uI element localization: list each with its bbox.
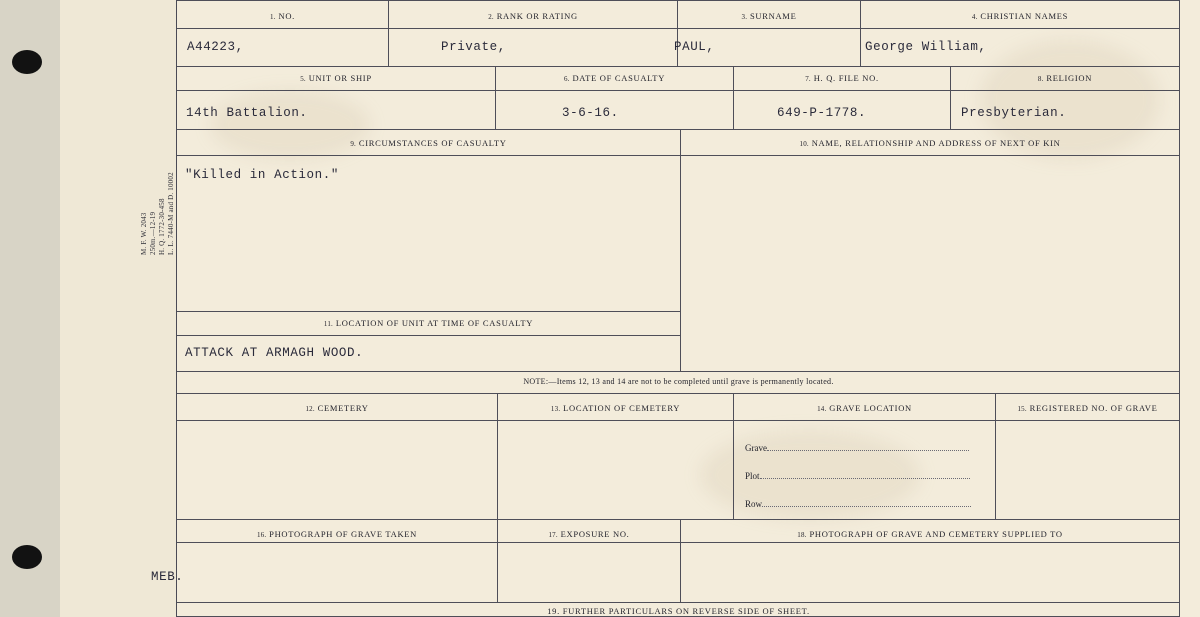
form-rule: [388, 0, 389, 66]
header-label: GRAVE LOCATION: [829, 403, 912, 413]
header-date-of-casualty: [496, 73, 733, 83]
form-rule: [177, 602, 1180, 603]
header-number: 13.: [550, 405, 561, 413]
form-rule: [177, 371, 1180, 372]
punch-hole-top: [12, 50, 42, 74]
form-rule: [177, 0, 1180, 1]
header-number: 2.: [488, 13, 494, 21]
form-rule: [177, 519, 1180, 520]
header-label: PHOTOGRAPH OF GRAVE TAKEN: [269, 529, 418, 539]
value-hq-file-no[interactable]: 649-P-1778.: [777, 106, 867, 120]
header-religion: [951, 73, 1179, 83]
form-rule: [177, 66, 1180, 67]
binder-margin: [0, 0, 61, 617]
header-number: 8.: [1037, 75, 1044, 83]
header-number: 10.: [799, 140, 809, 148]
header-christian-names: [861, 11, 1179, 21]
grave-completion-note: NOTE:—Items 12, 13 and 14 are not to be completed until grave is permanently located.: [523, 377, 834, 386]
form-rule: [177, 155, 1180, 156]
header-label: LOCATION OF UNIT AT TIME OF CASUALTY: [335, 318, 534, 328]
header-label: EXPOSURE NO.: [560, 529, 630, 539]
punch-hole-bottom: [12, 545, 42, 569]
header-number: 6.: [563, 75, 570, 83]
header-label: DATE OF CASUALTY: [572, 73, 666, 83]
footer-note: 19. FURTHER PARTICULARS ON REVERSE SIDE OF SHEET.: [547, 606, 810, 616]
header-number: 7.: [805, 75, 811, 83]
form-rule: [1179, 0, 1180, 617]
header-no: [177, 11, 388, 21]
value-no[interactable]: A44223,: [187, 40, 244, 54]
header-photograph-of-grave-taken: [177, 529, 497, 539]
header-grave-location: [734, 403, 995, 413]
grave-field-label: Row: [745, 499, 763, 509]
header-number: 9.: [350, 140, 356, 148]
form-rule: [177, 28, 1180, 29]
value-date-of-casualty[interactable]: 3-6-16.: [562, 106, 619, 120]
header-label: NO.: [278, 11, 295, 21]
grave-field-grave[interactable]: [745, 441, 969, 453]
printer-code-line: H. Q. 1772-30-458: [158, 198, 166, 255]
value-rank[interactable]: Private,: [441, 40, 506, 54]
header-hq-file-no: [734, 73, 950, 83]
grave-field-plot[interactable]: [745, 469, 970, 481]
grave-field-label: Grave: [745, 443, 767, 453]
header-location-of-cemetery: [498, 403, 733, 413]
header-label: CHRISTIAN NAMES: [980, 11, 1069, 21]
header-label: CEMETERY: [317, 403, 369, 413]
form-rule: [177, 393, 1180, 394]
value-surname[interactable]: PAUL,: [674, 40, 715, 54]
header-exposure-no: [498, 529, 680, 539]
header-number: 16.: [256, 531, 267, 539]
header-location-of-unit: [177, 318, 680, 328]
header-label: H. Q. FILE NO.: [813, 73, 879, 83]
value-circumstances[interactable]: "Killed in Action.": [185, 168, 339, 182]
grave-field-line[interactable]: [762, 497, 971, 507]
header-label: REGISTERED NO. OF GRAVE: [1029, 403, 1158, 413]
page-left-margin: [60, 0, 176, 617]
printer-code-line: 250m.—12-19: [149, 211, 157, 255]
grave-field-label: Plot: [745, 471, 760, 481]
form-rule: [177, 311, 680, 312]
header-circumstances-of-casualty: [177, 138, 680, 148]
header-number: 3.: [741, 13, 748, 21]
grave-field-row[interactable]: [745, 497, 971, 509]
header-label: RANK OR RATING: [496, 11, 578, 21]
header-next-of-kin: [681, 138, 1179, 148]
header-rank-or-rating: [389, 11, 677, 21]
form-rule: [177, 335, 680, 336]
header-cemetery: [177, 403, 497, 413]
header-photograph-supplied-to: [681, 529, 1179, 539]
value-photograph-taken[interactable]: MEB.: [151, 570, 184, 584]
value-religion[interactable]: Presbyterian.: [961, 106, 1067, 120]
grave-field-line[interactable]: [767, 441, 969, 451]
header-number: 5.: [300, 75, 306, 83]
form-rule: [177, 129, 1180, 130]
header-label: LOCATION OF CEMETERY: [563, 403, 681, 413]
form-rule: [177, 542, 1180, 543]
form-rule: [177, 90, 1180, 91]
header-surname: [678, 11, 860, 21]
grave-field-line[interactable]: [760, 469, 970, 479]
header-number: 17.: [548, 531, 558, 539]
value-christian-names[interactable]: George William,: [865, 40, 987, 54]
form-rule: [677, 0, 678, 66]
printer-code-line: L. L. 7440-M and D. 10002: [167, 172, 175, 255]
header-label: PHOTOGRAPH OF GRAVE AND CEMETERY SUPPLIED TO: [809, 529, 1063, 539]
header-number: 14.: [817, 405, 827, 413]
header-number: 12.: [305, 405, 315, 413]
header-number: 18.: [797, 531, 807, 539]
header-label: SURNAME: [750, 11, 797, 21]
header-number: 15.: [1017, 405, 1027, 413]
header-label: RELIGION: [1046, 73, 1093, 83]
header-number: 4.: [971, 13, 978, 21]
form-rule: [860, 0, 861, 66]
header-number: 1.: [270, 13, 276, 21]
form-rule: [680, 129, 681, 371]
value-location-of-unit[interactable]: ATTACK AT ARMAGH WOOD.: [185, 346, 364, 360]
form-rule: [177, 420, 1180, 421]
header-label: CIRCUMSTANCES OF CASUALTY: [358, 138, 507, 148]
printer-code-line: M. F. W. 2043: [140, 212, 148, 255]
header-number: 11.: [323, 320, 333, 328]
header-label: UNIT OR SHIP: [308, 73, 372, 83]
header-unit-or-ship: [177, 73, 495, 83]
value-unit[interactable]: 14th Battalion.: [186, 106, 308, 120]
printer-code: [140, 135, 176, 255]
header-label: NAME, RELATIONSHIP AND ADDRESS OF NEXT OF KIN: [811, 138, 1061, 148]
header-registered-no-of-grave: [996, 403, 1179, 413]
